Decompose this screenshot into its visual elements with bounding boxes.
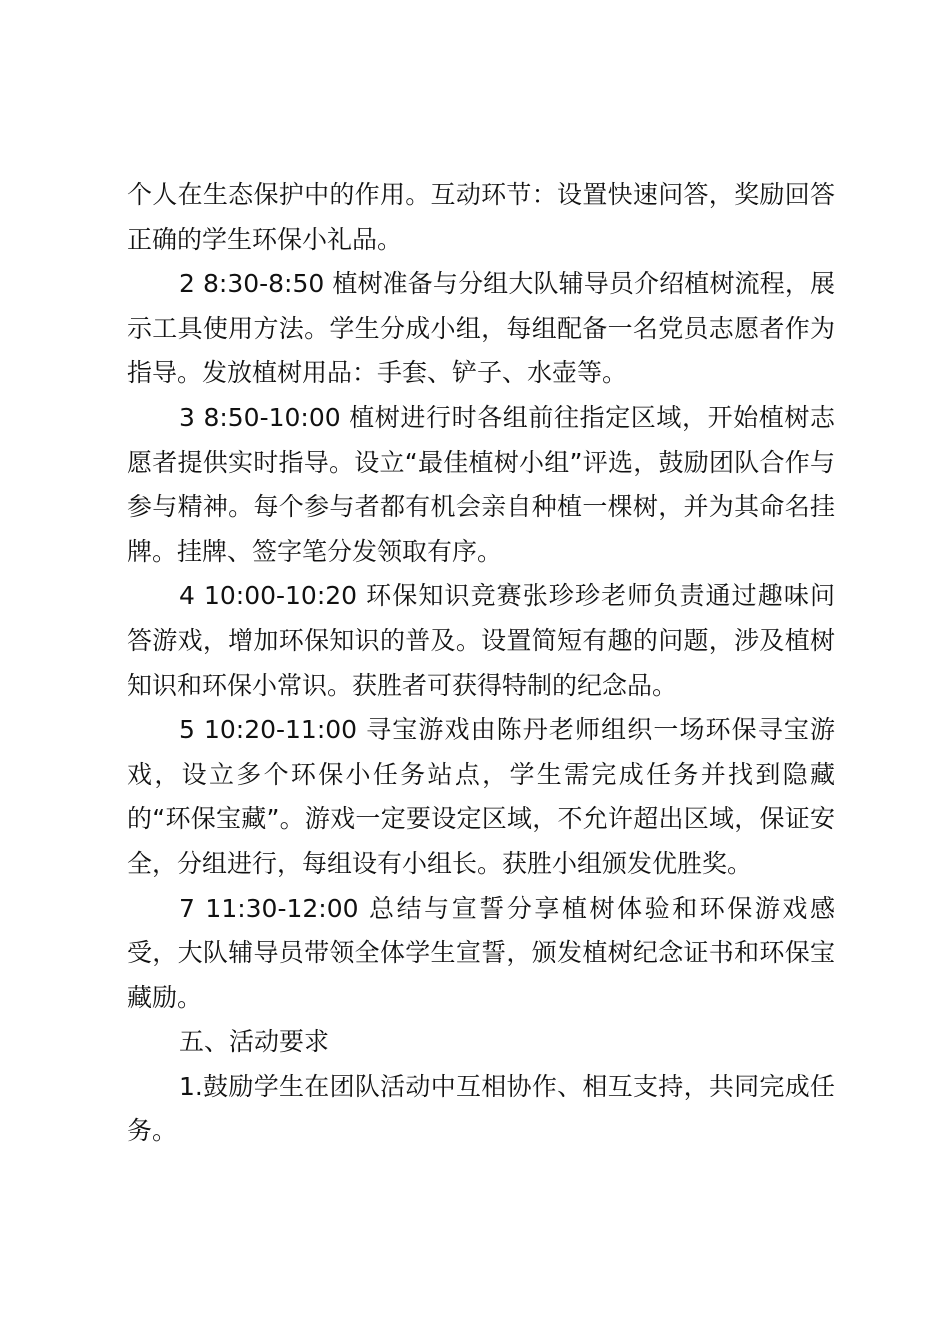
paragraph-item-7: 7 11:30-12:00 总结与宣誓分享植树体验和环保游戏感受，大队辅导员带领全体学生宣誓，颁发植树纪念证书和环保宝藏励。	[127, 893, 835, 1012]
paragraph-continuation: 个人在生态保护中的作用。互动环节：设置快速问答，奖励回答正确的学生环保小礼品。	[127, 180, 835, 254]
paragraph-item-2: 2 8:30-8:50 植树准备与分组大队辅导员介绍植树流程，展示工具使用方法。学生分成小组，每组配备一名党员志愿者作为指导。发放植树用品：手套、铲子、水壶等。	[127, 269, 835, 388]
paragraph-item-5: 5 10:20-11:00 寻宝游戏由陈丹老师组织一场环保寻宝游戏，设立多个环保小任务站点，学生需完成任务并找到隐藏的“环保宝藏”。游戏一定要设定区域，不允许超出区域，保证安全，分组进行，每组设有小组长。获胜小组颁发优胜奖。	[127, 715, 835, 878]
section-heading: 五、活动要求	[179, 1027, 330, 1057]
paragraph-item-4: 4 10:00-10:20 环保知识竞赛张珍珍老师负责通过趣味问答游戏，增加环保知识的普及。设置简短有趣的问题，涉及植树知识和环保小常识。获胜者可获得特制的纪念品。	[127, 581, 835, 700]
paragraph-requirement-1: 1.鼓励学生在团队活动中互相协作、相互支持，共同完成任务。	[127, 1071, 835, 1146]
paragraph-item-3: 3 8:50-10:00 植树进行时各组前往指定区域，开始植树志愿者提供实时指导。设立“最佳植树小组”评选，鼓励团队合作与参与精神。每个参与者都有机会亲自种植一棵树，并为其命名挂牌。挂牌、签字笔分发领取有序。	[127, 402, 835, 566]
document-body	[127, 173, 835, 1154]
